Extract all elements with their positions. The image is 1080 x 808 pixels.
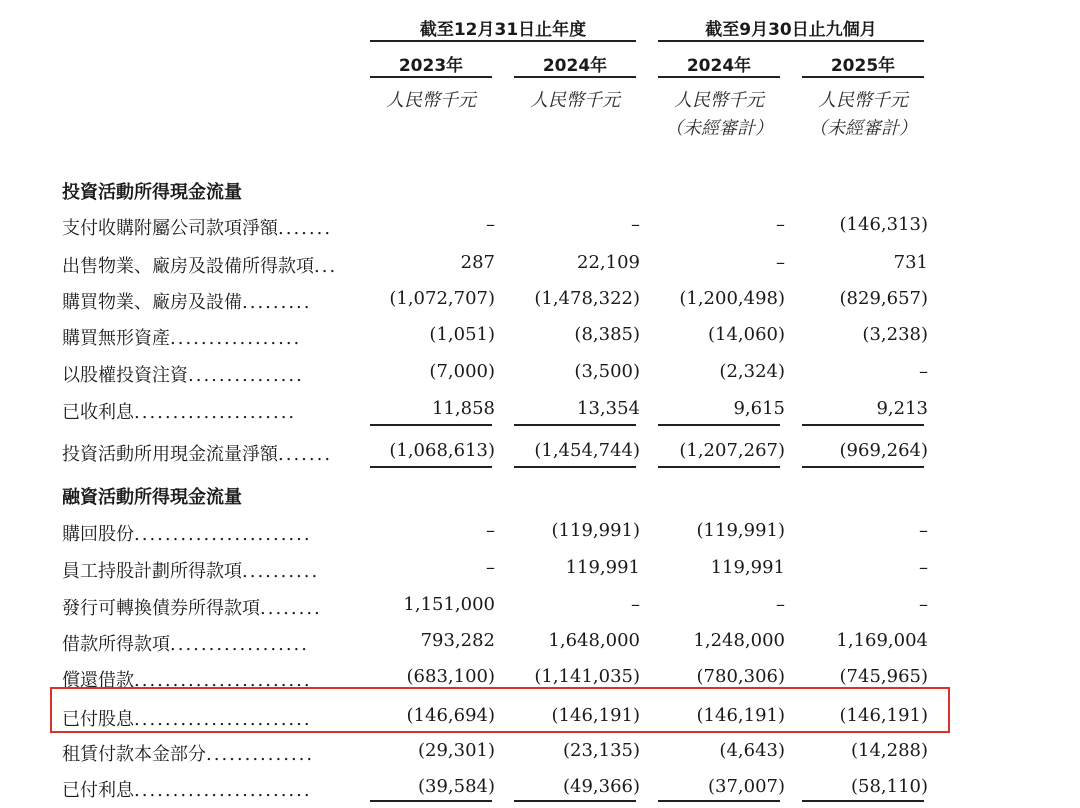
financing-row-2-label	[62, 557, 348, 583]
header-year-col2: 2024年	[542, 56, 608, 76]
financing-row-6-leader-dots: .......................	[134, 709, 312, 730]
financing-row-2-leader-dots: ..........	[242, 561, 320, 582]
investing-row-1-value-col3: –	[776, 214, 785, 235]
investing-subtotal-rule-col2	[514, 424, 636, 426]
investing-row-2-value-col3: –	[776, 252, 785, 273]
financing-row-7-value-col4: (14,288)	[850, 740, 928, 761]
financing-row-5-value-col3: (780,306)	[696, 666, 785, 687]
financing-row-2-label-text: 員工持股計劃所得款項	[62, 561, 242, 582]
investing-subtotal-rule-col4	[802, 424, 924, 426]
financing-row-4-leader-dots: ..................	[170, 634, 309, 655]
financing-row-8-label-text: 已付利息	[62, 780, 134, 801]
investing-row-5-value-col4: –	[919, 361, 928, 382]
financing-row-4-value-col2: 1,648,000	[548, 630, 640, 651]
financing-row-7-value-col3: (4,643)	[719, 740, 785, 761]
financing-row-4-value-col1: 793,282	[420, 630, 495, 651]
investing-row-4-value-col2: (8,385)	[574, 324, 640, 345]
year-rule-col2	[514, 76, 636, 78]
header-year-col4: 2025年	[830, 56, 896, 76]
financing-row-6-value-col3: (146,191)	[696, 705, 785, 726]
financing-row-7-value-col1: (29,301)	[417, 740, 495, 761]
year-rule-col1	[370, 76, 492, 78]
investing-row-3-value-col4: (829,657)	[839, 288, 928, 309]
investing-total-rule-col2	[514, 466, 636, 468]
investing-row-2-leader-dots: ...	[314, 256, 338, 277]
investing-row-2-value-col4: 731	[893, 252, 928, 273]
header-group-fy-rule	[370, 40, 636, 42]
financing-row-3-label	[62, 594, 348, 620]
year-rule-col4	[802, 76, 924, 78]
financing-row-1-value-col1: –	[486, 520, 495, 541]
financing-row-5-value-col1: (683,100)	[406, 666, 495, 687]
investing-row-4-value-col4: (3,238)	[862, 324, 928, 345]
financing-row-7-label-text: 租賃付款本金部分	[62, 744, 206, 765]
investing-total-row-label-text: 投資活動所用現金流量淨額	[62, 444, 278, 465]
financing-row-1-label-text: 購回股份	[62, 524, 134, 545]
investing-total-rule-col4	[802, 466, 924, 468]
investing-row-5-value-col1: (7,000)	[429, 361, 495, 382]
financing-bottom-rule-col1	[370, 800, 492, 802]
financing-row-1-value-col3: (119,991)	[696, 520, 785, 541]
financing-row-4-label-text: 借款所得款項	[62, 634, 170, 655]
financing-row-2-value-col1: –	[486, 557, 495, 578]
header-unaudited-col4: （未經審計）	[809, 118, 917, 139]
investing-row-3-value-col1: (1,072,707)	[389, 288, 495, 309]
financing-row-1-value-col2: (119,991)	[551, 520, 640, 541]
investing-row-5-value-col3: (2,324)	[719, 361, 785, 382]
investing-row-1-label-text: 支付收購附屬公司款項淨額	[62, 218, 278, 239]
investing-total-row-value-col4: (969,264)	[839, 440, 928, 461]
investing-row-1-value-col4: (146,313)	[839, 214, 928, 235]
financing-row-7-value-col2: (23,135)	[562, 740, 640, 761]
header-unit-col4: 人民幣千元	[818, 90, 908, 111]
financing-row-6-value-col2: (146,191)	[551, 705, 640, 726]
financing-row-8-label	[62, 776, 348, 802]
header-year-col3: 2024年	[686, 56, 752, 76]
financing-bottom-rule-col3	[658, 800, 780, 802]
investing-subtotal-rule-col3	[658, 424, 780, 426]
investing-total-row-value-col1: (1,068,613)	[389, 440, 495, 461]
financing-row-6-value-col4: (146,191)	[839, 705, 928, 726]
financing-row-5-value-col2: (1,141,035)	[534, 666, 640, 687]
financing-row-3-value-col2: –	[631, 594, 640, 615]
investing-row-4-value-col1: (1,051)	[429, 324, 495, 345]
highlight-box	[50, 687, 950, 733]
financing-row-1-leader-dots: .......................	[134, 524, 312, 545]
financing-row-5-label-text: 償還借款	[62, 670, 134, 691]
financing-row-1-value-col4: –	[919, 520, 928, 541]
financing-row-3-leader-dots: ........	[260, 598, 322, 619]
investing-total-row-label	[62, 440, 348, 466]
investing-total-rule-col3	[658, 466, 780, 468]
financing-row-3-label-text: 發行可轉換債券所得款項	[62, 598, 260, 619]
investing-total-row-value-col2: (1,454,744)	[534, 440, 640, 461]
financing-bottom-rule-col4	[802, 800, 924, 802]
investing-row-4-label	[62, 324, 348, 350]
investing-row-6-label-text: 已收利息	[62, 402, 134, 423]
investing-row-3-label-text: 購買物業、廠房及設備	[62, 292, 242, 313]
investing-row-5-label-text: 以股權投資注資	[62, 365, 188, 386]
investing-row-5-label	[62, 361, 348, 387]
investing-row-6-value-col1: 11,858	[432, 398, 495, 419]
investing-row-6-value-col2: 13,354	[577, 398, 640, 419]
investing-row-6-label	[62, 398, 348, 424]
investing-row-3-label	[62, 288, 348, 314]
investing-total-row-value-col3: (1,207,267)	[679, 440, 785, 461]
investing-row-3-value-col2: (1,478,322)	[534, 288, 640, 309]
financing-bottom-rule-col2	[514, 800, 636, 802]
investing-row-6-value-col4: 9,213	[876, 398, 928, 419]
investing-row-2-label	[62, 252, 348, 278]
header-group-9m-rule	[658, 40, 924, 42]
financing-row-4-value-col4: 1,169,004	[836, 630, 928, 651]
header-unit-col1: 人民幣千元	[386, 90, 476, 111]
investing-row-1-leader-dots: .......	[278, 218, 333, 239]
investing-row-1-value-col1: –	[486, 214, 495, 235]
investing-row-2-label-text: 出售物業、廠房及設備所得款項	[62, 256, 314, 277]
header-year-col1: 2023年	[398, 56, 464, 76]
header-unit-col2: 人民幣千元	[530, 90, 620, 111]
financing-row-2-value-col4: –	[919, 557, 928, 578]
financing-row-8-value-col3: (37,007)	[707, 776, 785, 797]
section-title-investing: 投資活動所得現金流量	[62, 182, 242, 203]
investing-row-4-leader-dots: .................	[170, 328, 302, 349]
investing-row-2-value-col1: 287	[460, 252, 495, 273]
financing-row-6-value-col1: (146,694)	[406, 705, 495, 726]
financing-row-2-value-col2: 119,991	[565, 557, 640, 578]
investing-row-4-value-col3: (14,060)	[707, 324, 785, 345]
financing-row-7-leader-dots: ..............	[206, 744, 315, 765]
financing-row-3-value-col1: 1,151,000	[403, 594, 495, 615]
financing-row-5-value-col4: (745,965)	[839, 666, 928, 687]
investing-row-4-label-text: 購買無形資產	[62, 328, 170, 349]
investing-row-1-value-col2: –	[631, 214, 640, 235]
financing-row-3-value-col4: –	[919, 594, 928, 615]
section-title-financing: 融資活動所得現金流量	[62, 487, 242, 508]
financing-row-6-label-text: 已付股息	[62, 709, 134, 730]
header-group-fy: 截至12月31日止年度	[419, 20, 587, 40]
investing-row-3-value-col3: (1,200,498)	[679, 288, 785, 309]
financing-row-8-value-col4: (58,110)	[850, 776, 928, 797]
investing-row-2-value-col2: 22,109	[577, 252, 640, 273]
header-unit-col3: 人民幣千元	[674, 90, 764, 111]
investing-total-rule-col1	[370, 466, 492, 468]
financing-row-2-value-col3: 119,991	[710, 557, 785, 578]
investing-total-row-leader-dots: .......	[278, 444, 333, 465]
financing-row-8-leader-dots: .......................	[134, 780, 312, 801]
financing-row-1-label	[62, 520, 348, 546]
financing-row-8-value-col1: (39,584)	[417, 776, 495, 797]
header-unaudited-col3: （未經審計）	[665, 118, 773, 139]
investing-row-5-leader-dots: ...............	[188, 365, 304, 386]
financing-row-5-leader-dots: .......................	[134, 670, 312, 691]
header-group-9m: 截至9月30日止九個月	[705, 20, 877, 40]
financing-row-4-label	[62, 630, 348, 656]
investing-subtotal-rule-col1	[370, 424, 492, 426]
financing-row-8-value-col2: (49,366)	[562, 776, 640, 797]
investing-row-1-label	[62, 214, 348, 240]
financing-row-7-label	[62, 740, 348, 766]
investing-row-5-value-col2: (3,500)	[574, 361, 640, 382]
year-rule-col3	[658, 76, 780, 78]
investing-row-6-leader-dots: .....................	[134, 402, 297, 423]
investing-row-6-value-col3: 9,615	[733, 398, 785, 419]
financing-row-3-value-col3: –	[776, 594, 785, 615]
financing-row-4-value-col3: 1,248,000	[693, 630, 785, 651]
investing-row-3-leader-dots: .........	[242, 292, 312, 313]
